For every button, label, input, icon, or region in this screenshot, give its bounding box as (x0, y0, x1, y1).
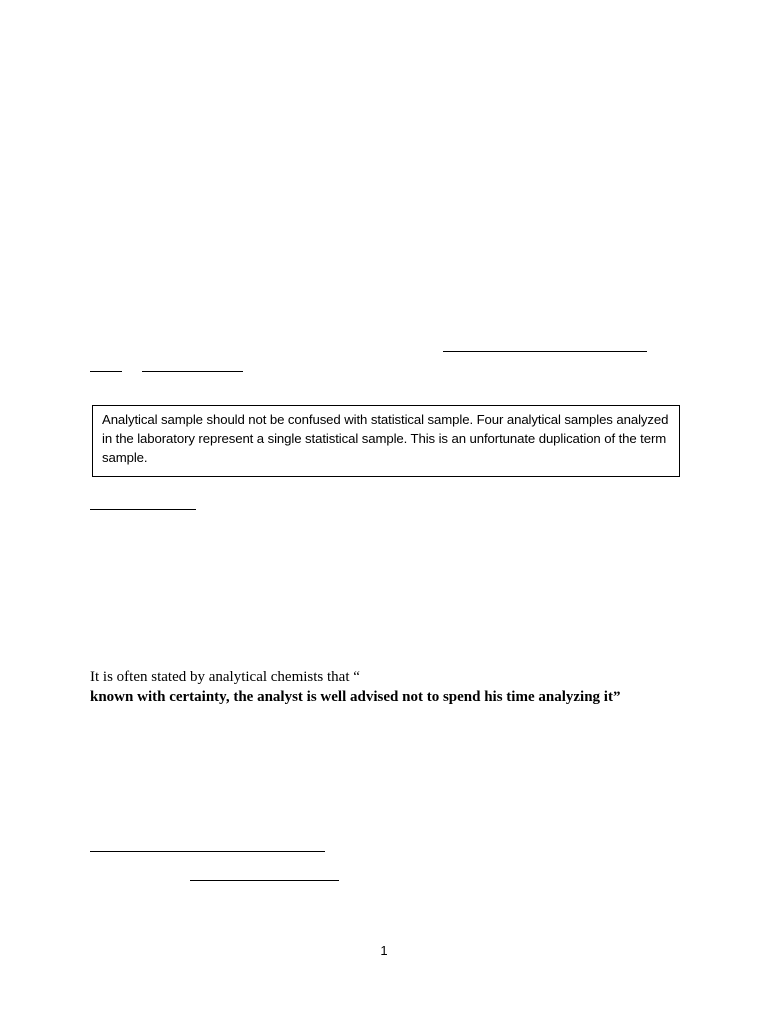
blank-underline-3 (142, 371, 243, 372)
note-box: Analytical sample should not be confused with statistical sample. Four analytical samples analyzed in the laboratory represent a single statistical sample. This is an unfortunate duplication of the term sample. (92, 405, 680, 477)
quote-lead-text: It is often stated by analytical chemists that “ (90, 669, 360, 685)
page-number: 1 (380, 943, 388, 958)
blank-underline-1 (443, 351, 647, 352)
blank-underline-6 (190, 880, 339, 881)
blank-underline-2 (90, 371, 122, 372)
blank-underline-5 (90, 851, 325, 852)
blank-underline-4 (90, 509, 196, 510)
quote-bold-text: known with certainty, the analyst is well advised not to spend his time analyzing it” (90, 689, 621, 705)
